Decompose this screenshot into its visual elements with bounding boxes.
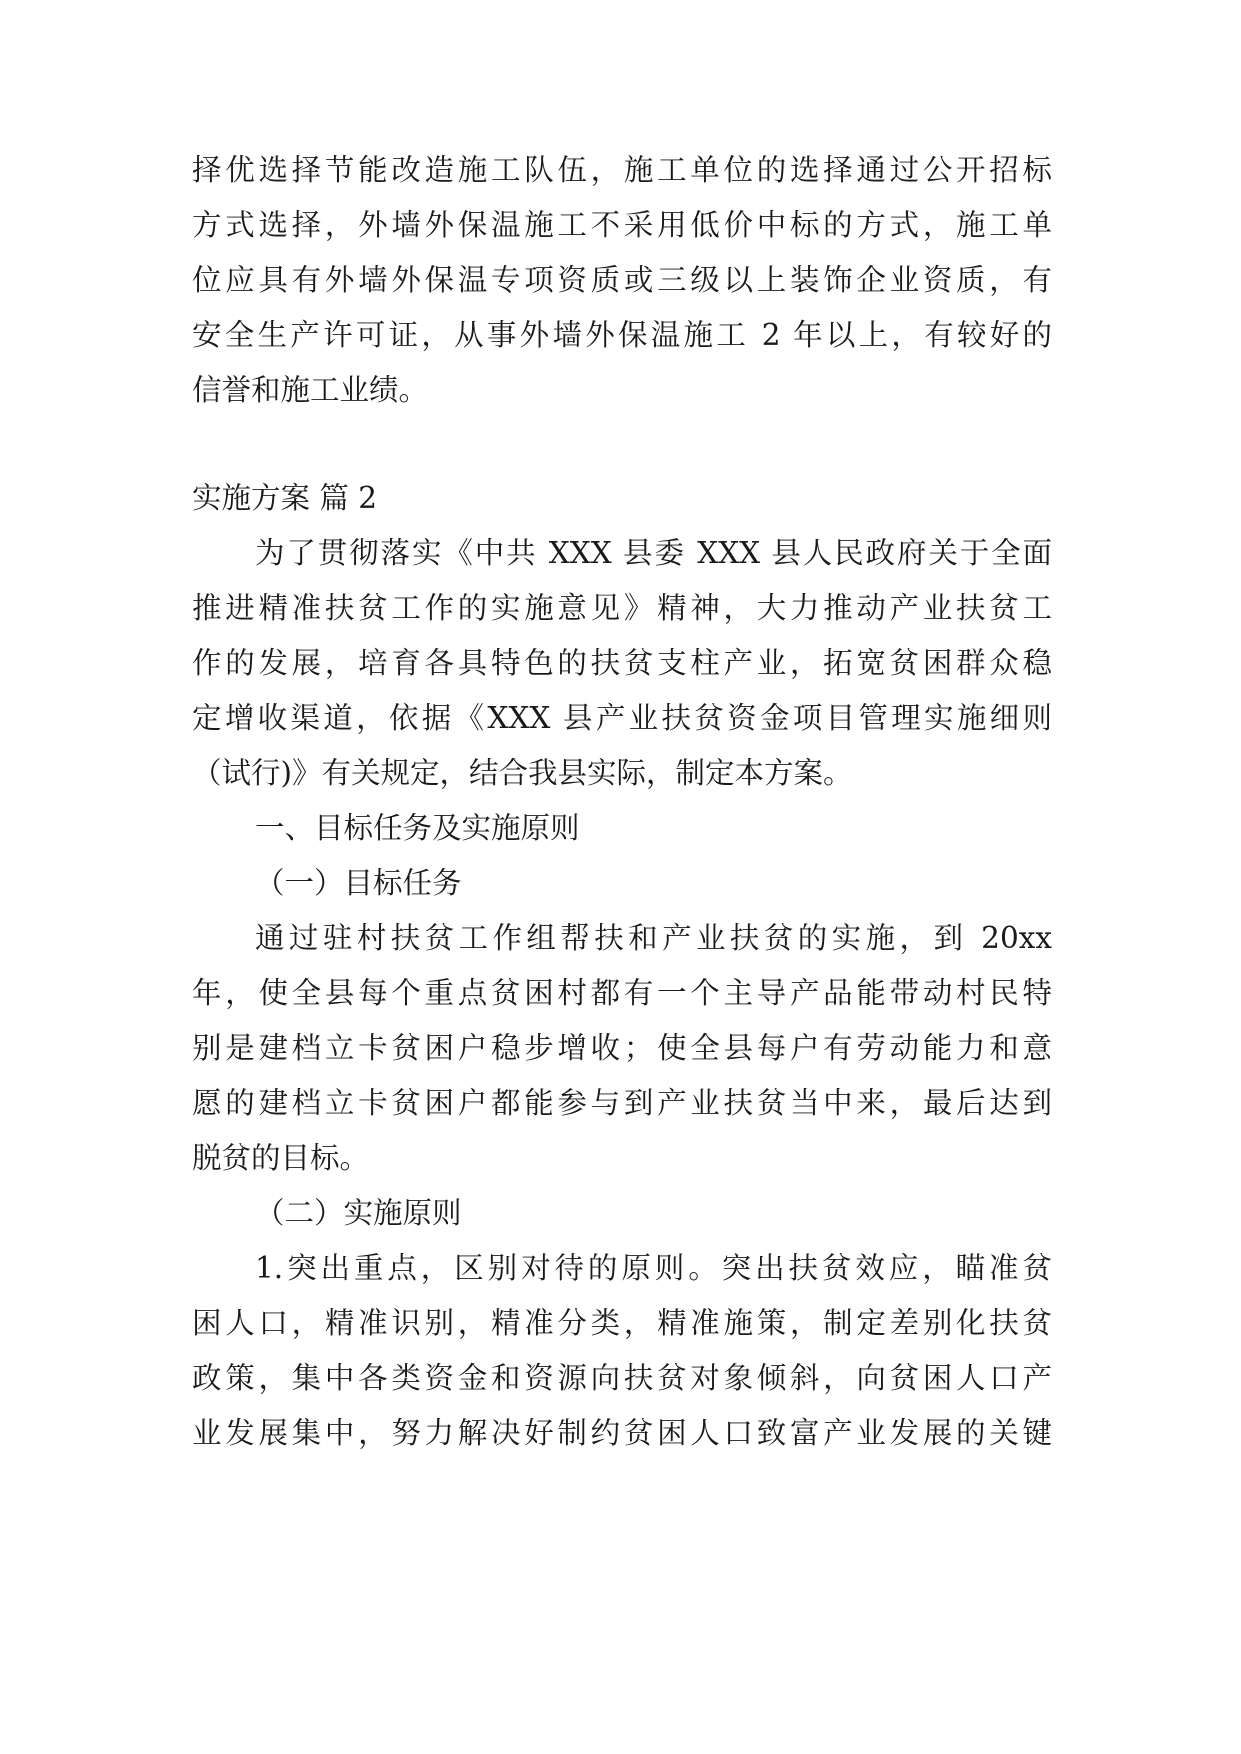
body-text-line: 为了贯彻落实《中共 XXX 县委 XXX 县人民政府关于全面 bbox=[255, 536, 1052, 570]
body-text-line: 通过驻村扶贫工作组帮扶和产业扶贫的实施，到 20xx bbox=[255, 921, 1052, 955]
body-text-line: 作的发展，培育各具特色的扶贫支柱产业，拓宽贫困群众稳 bbox=[192, 646, 1052, 680]
body-text-line: 方式选择，外墙外保温施工不采用低价中标的方式，施工单 bbox=[192, 208, 1052, 242]
body-text-line: 信誉和施工业绩。 bbox=[192, 373, 429, 407]
body-text-line: 1.突出重点，区别对待的原则。突出扶贫效应，瞄准贫 bbox=[255, 1251, 1052, 1285]
body-text-line: 年，使全县每个重点贫困村都有一个主导产品能带动村民特 bbox=[192, 976, 1052, 1010]
subheading-level-2: （二）实施原则 bbox=[255, 1196, 462, 1230]
body-text-line: 脱贫的目标。 bbox=[192, 1141, 370, 1175]
body-text-line: 别是建档立卡贫困户稳步增收；使全县每户有劳动能力和意 bbox=[192, 1031, 1052, 1065]
subheading-level-1: 一、目标任务及实施原则 bbox=[255, 811, 580, 845]
body-text-line: 位应具有外墙外保温专项资质或三级以上装饰企业资质，有 bbox=[192, 263, 1052, 297]
body-text-line: （试行)》有关规定，结合我县实际，制定本方案。 bbox=[192, 756, 853, 790]
body-text-line: 推进精准扶贫工作的实施意见》精神，大力推动产业扶贫工 bbox=[192, 591, 1052, 625]
subheading-level-2: （一）目标任务 bbox=[255, 866, 462, 900]
section-heading: 实施方案 篇 2 bbox=[192, 481, 378, 515]
body-text-line: 安全生产许可证，从事外墙外保温施工 2 年以上，有较好的 bbox=[192, 318, 1052, 352]
body-text-line: 政策，集中各类资金和资源向扶贫对象倾斜，向贫困人口产 bbox=[192, 1361, 1052, 1395]
body-text-line: 定增收渠道，依据《XXX 县产业扶贫资金项目管理实施细则 bbox=[192, 701, 1052, 735]
body-text-line: 择优选择节能改造施工队伍，施工单位的选择通过公开招标 bbox=[192, 153, 1052, 187]
body-text-line: 业发展集中，努力解决好制约贫困人口致富产业发展的关键 bbox=[192, 1416, 1052, 1450]
body-text-line: 困人口，精准识别，精准分类，精准施策，制定差别化扶贫 bbox=[192, 1306, 1052, 1340]
body-text-line: 愿的建档立卡贫困户都能参与到产业扶贫当中来，最后达到 bbox=[192, 1086, 1052, 1120]
